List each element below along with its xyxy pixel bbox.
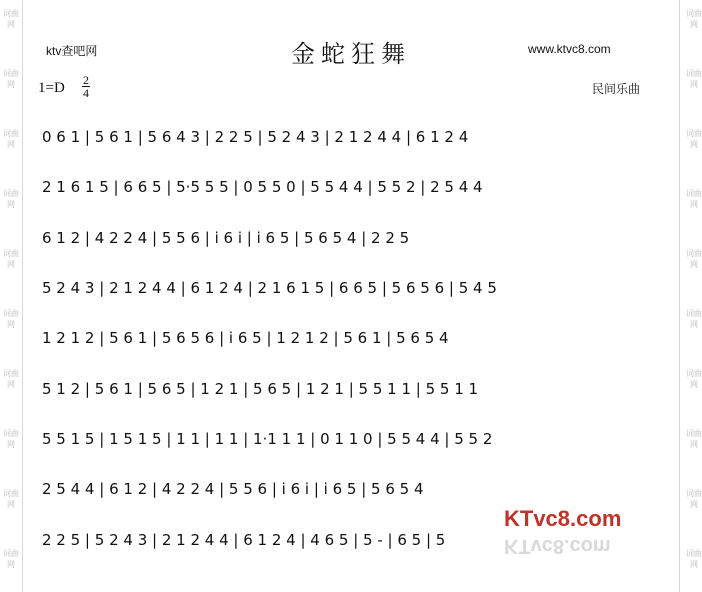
score-row-5: 1 2 1 2 | 5 6 1 | 5 6 5 6 | i 6 5 | 1 2 1 2 | 5 6 1 | 5 6 5 4 [42, 329, 449, 347]
watermark-text: 词曲网 [686, 429, 702, 449]
score-row-1: 0 6 1 | 5 6 1 | 5 6 4 3 | 2 2 5 | 5 2 4 3 | 2 1 2 4 4 | 6 1 2 4 [42, 128, 469, 146]
logo-reflection: KTvc8.com [504, 535, 611, 557]
score-row-2: 2 1 6 1 5 | 6 6 5 | 5·5 5 5 | 0 5 5 0 | 5 5 4 4 | 5 5 2 | 2 5 4 4 [42, 178, 483, 196]
key-signature: 1=D [38, 80, 65, 96]
logo-text: KTvc8.com [504, 506, 622, 531]
watermark-text: 词曲网 [686, 69, 702, 89]
score-row-7: 5 5 1 5 | 1 5 1 5 | 1 1 | 1 1 | 1·1 1 1 | 0 1 1 0 | 5 5 4 4 | 5 5 2 [42, 430, 493, 448]
genre-label: 民间乐曲 [592, 82, 641, 96]
watermark-text: 词曲网 [686, 369, 702, 389]
watermark-text: 词曲网 [3, 189, 19, 209]
watermark-text: 词曲网 [3, 549, 19, 569]
watermark-text: 词曲网 [3, 249, 19, 269]
time-signature-top: 2 [83, 73, 89, 87]
watermark-text: 词曲网 [3, 369, 19, 389]
time-signature-bottom: 4 [83, 86, 89, 100]
page-title: 金蛇狂舞 [291, 40, 411, 68]
score-row-6: 5 1 2 | 5 6 1 | 5 6 5 | 1 2 1 | 5 6 5 | 1 2 1 | 5 5 1 1 | 5 5 1 1 [42, 380, 479, 398]
watermark-text: 词曲网 [3, 9, 19, 29]
score-row-4: 5 2 4 3 | 2 1 2 4 4 | 6 1 2 4 | 2 1 6 1 5 | 6 6 5 | 5 6 5 6 | 5 4 5 [42, 279, 497, 297]
score-row-9: 2 2 5 | 5 2 4 3 | 2 1 2 4 4 | 6 1 2 4 | 4 6 5 | 5 - | 6 5 | 5 [42, 531, 446, 549]
watermark-text: 词曲网 [686, 249, 702, 269]
watermark-text: 词曲网 [3, 489, 19, 509]
watermark-text: 词曲网 [686, 489, 702, 509]
time-signature [82, 74, 90, 99]
score-row-8: 2 5 4 4 | 6 1 2 | 4 2 2 4 | 5 5 6 | i 6 i | i 6 5 | 5 6 5 4 [42, 480, 424, 498]
site-logo [474, 500, 664, 560]
watermark-text: 词曲网 [3, 69, 19, 89]
watermark-text: 词曲网 [3, 429, 19, 449]
watermark-text: 词曲网 [686, 129, 702, 149]
watermark-text: 词曲网 [686, 9, 702, 29]
watermark-text: 词曲网 [686, 309, 702, 329]
watermark-text: 词曲网 [686, 189, 702, 209]
score-row-3: 6 1 2 | 4 2 2 4 | 5 5 6 | i 6 i | i 6 5 | 5 6 5 4 | 2 2 5 [42, 229, 410, 247]
site-name-left: ktv查吧网 [46, 44, 98, 58]
watermark-text: 词曲网 [3, 129, 19, 149]
site-url: www.ktvc8.com [528, 42, 611, 56]
watermark-text: 词曲网 [686, 549, 702, 569]
watermark-text: 词曲网 [3, 309, 19, 329]
